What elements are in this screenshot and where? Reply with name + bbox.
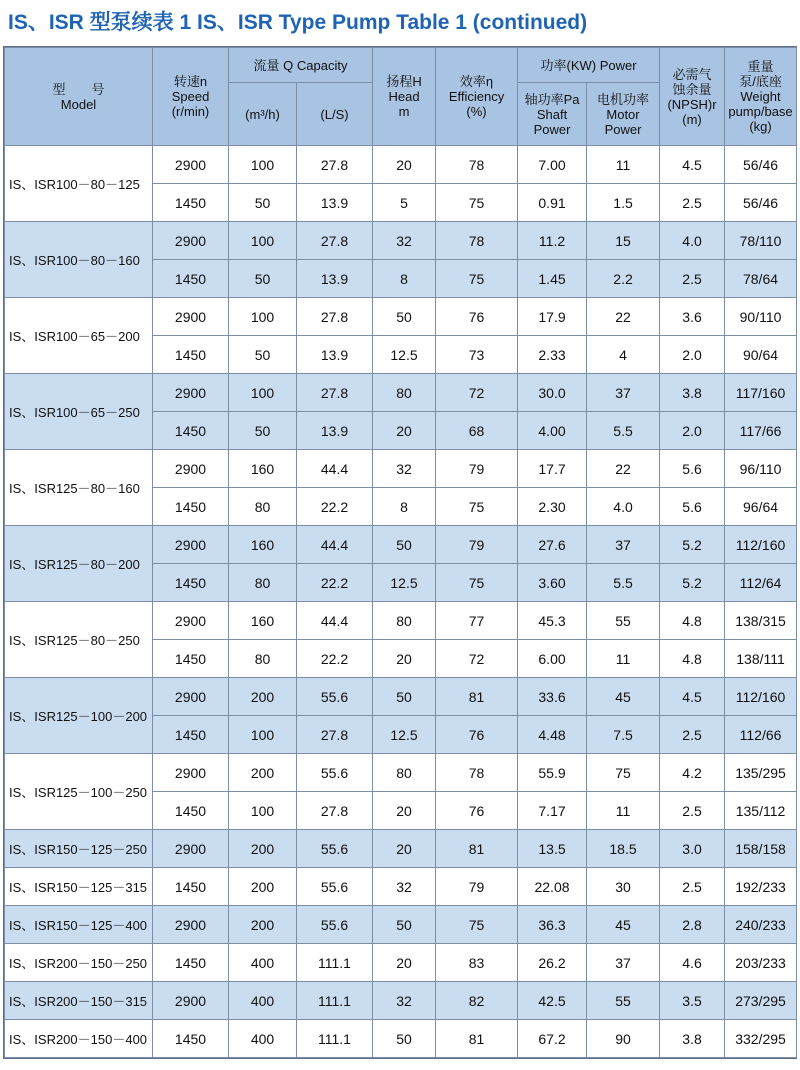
shaft-power-cell: 30.0 xyxy=(518,374,587,412)
npsh-cell: 5.6 xyxy=(660,450,725,488)
capacity-ls-cell: 111.1 xyxy=(297,944,373,982)
capacity-m3h-cell: 50 xyxy=(229,336,297,374)
efficiency-cell: 81 xyxy=(436,1020,518,1058)
table-row xyxy=(5,906,797,944)
weight-cell: 158/158 xyxy=(725,830,797,868)
header-shaft-power xyxy=(518,83,587,146)
head-cell: 12.5 xyxy=(373,564,436,602)
shaft-power-cell: 13.5 xyxy=(518,830,587,868)
capacity-ls-cell: 55.6 xyxy=(297,906,373,944)
shaft-power-cell: 27.6 xyxy=(518,526,587,564)
npsh-cell: 2.8 xyxy=(660,906,725,944)
speed-cell: 2900 xyxy=(153,830,229,868)
model-cell: IS、ISR200－150－250 xyxy=(5,944,153,982)
header-motor-power-cn: 电机功率 xyxy=(597,91,650,107)
speed-cell: 2900 xyxy=(153,222,229,260)
head-cell: 32 xyxy=(373,450,436,488)
head-cell: 8 xyxy=(373,260,436,298)
speed-cell: 1450 xyxy=(153,412,229,450)
header-shaft-power-cn: 轴功率Pa xyxy=(524,91,580,107)
efficiency-cell: 75 xyxy=(436,260,518,298)
motor-power-cell: 11 xyxy=(587,792,660,830)
efficiency-cell: 75 xyxy=(436,488,518,526)
header-head-en: Head xyxy=(388,89,420,104)
speed-cell: 2900 xyxy=(153,146,229,184)
speed-cell: 1450 xyxy=(153,488,229,526)
motor-power-cell: 37 xyxy=(587,526,660,564)
motor-power-cell: 15 xyxy=(587,222,660,260)
head-cell: 32 xyxy=(373,222,436,260)
speed-cell: 2900 xyxy=(153,526,229,564)
table-row xyxy=(5,146,797,184)
capacity-m3h-cell: 50 xyxy=(229,412,297,450)
header-capacity-m3h: (m³/h) xyxy=(229,83,297,146)
speed-cell: 1450 xyxy=(153,184,229,222)
capacity-m3h-cell: 200 xyxy=(229,678,297,716)
header-model-en: Model xyxy=(60,96,97,112)
weight-cell: 135/112 xyxy=(725,792,797,830)
header-speed-cn: 转速n xyxy=(173,74,208,89)
efficiency-cell: 77 xyxy=(436,602,518,640)
capacity-m3h-cell: 100 xyxy=(229,792,297,830)
shaft-power-cell: 17.9 xyxy=(518,298,587,336)
capacity-ls-cell: 22.2 xyxy=(297,564,373,602)
npsh-cell: 2.5 xyxy=(660,792,725,830)
npsh-cell: 2.5 xyxy=(660,716,725,754)
table-row xyxy=(5,868,797,906)
head-cell: 50 xyxy=(373,678,436,716)
header-npsh-line3: (NPSH)r xyxy=(667,96,717,112)
speed-cell: 2900 xyxy=(153,678,229,716)
head-cell: 50 xyxy=(373,298,436,336)
shaft-power-cell: 36.3 xyxy=(518,906,587,944)
capacity-m3h-cell: 80 xyxy=(229,564,297,602)
speed-cell: 1450 xyxy=(153,868,229,906)
weight-cell: 117/160 xyxy=(725,374,797,412)
table-row xyxy=(5,374,797,412)
table-row xyxy=(5,678,797,716)
weight-cell: 96/110 xyxy=(725,450,797,488)
shaft-power-cell: 7.00 xyxy=(518,146,587,184)
shaft-power-cell: 4.48 xyxy=(518,716,587,754)
efficiency-cell: 73 xyxy=(436,336,518,374)
shaft-power-cell: 2.33 xyxy=(518,336,587,374)
shaft-power-cell: 17.7 xyxy=(518,450,587,488)
pump-table-container xyxy=(3,46,797,1059)
table-row xyxy=(5,526,797,564)
capacity-ls-cell: 27.8 xyxy=(297,374,373,412)
model-cell: IS、ISR100－80－125 xyxy=(5,146,153,222)
weight-cell: 96/64 xyxy=(725,488,797,526)
npsh-cell: 3.8 xyxy=(660,374,725,412)
capacity-ls-cell: 22.2 xyxy=(297,640,373,678)
npsh-cell: 3.8 xyxy=(660,1020,725,1058)
capacity-ls-cell: 27.8 xyxy=(297,298,373,336)
efficiency-cell: 76 xyxy=(436,716,518,754)
model-cell: IS、ISR125－80－160 xyxy=(5,450,153,526)
weight-cell: 112/160 xyxy=(725,526,797,564)
capacity-ls-cell: 27.8 xyxy=(297,222,373,260)
header-head-unit: m xyxy=(398,104,410,119)
capacity-m3h-cell: 160 xyxy=(229,602,297,640)
npsh-cell: 5.2 xyxy=(660,526,725,564)
shaft-power-cell: 42.5 xyxy=(518,982,587,1020)
motor-power-cell: 18.5 xyxy=(587,830,660,868)
model-cell: IS、ISR125－80－250 xyxy=(5,602,153,678)
speed-cell: 2900 xyxy=(153,754,229,792)
capacity-m3h-cell: 160 xyxy=(229,526,297,564)
capacity-ls-cell: 27.8 xyxy=(297,792,373,830)
motor-power-cell: 4 xyxy=(587,336,660,374)
capacity-m3h-cell: 100 xyxy=(229,374,297,412)
weight-cell: 138/315 xyxy=(725,602,797,640)
weight-cell: 117/66 xyxy=(725,412,797,450)
model-cell: IS、ISR200－150－400 xyxy=(5,1020,153,1058)
speed-cell: 1450 xyxy=(153,336,229,374)
efficiency-cell: 81 xyxy=(436,830,518,868)
capacity-m3h-cell: 80 xyxy=(229,640,297,678)
head-cell: 80 xyxy=(373,754,436,792)
motor-power-cell: 1.5 xyxy=(587,184,660,222)
table-row xyxy=(5,830,797,868)
efficiency-cell: 68 xyxy=(436,412,518,450)
motor-power-cell: 45 xyxy=(587,678,660,716)
efficiency-cell: 72 xyxy=(436,640,518,678)
capacity-m3h-cell: 200 xyxy=(229,830,297,868)
capacity-ls-cell: 13.9 xyxy=(297,184,373,222)
motor-power-cell: 4.0 xyxy=(587,488,660,526)
table-row xyxy=(5,1020,797,1058)
header-shaft-power-en1: Shaft xyxy=(536,106,568,122)
npsh-cell: 3.5 xyxy=(660,982,725,1020)
weight-cell: 56/46 xyxy=(725,184,797,222)
head-cell: 50 xyxy=(373,526,436,564)
header-motor-power xyxy=(587,83,660,146)
table-row xyxy=(5,754,797,792)
capacity-ls-cell: 27.8 xyxy=(297,716,373,754)
weight-cell: 90/64 xyxy=(725,336,797,374)
model-cell: IS、ISR200－150－315 xyxy=(5,982,153,1020)
shaft-power-cell: 3.60 xyxy=(518,564,587,602)
motor-power-cell: 5.5 xyxy=(587,564,660,602)
capacity-m3h-cell: 100 xyxy=(229,222,297,260)
capacity-m3h-cell: 80 xyxy=(229,488,297,526)
npsh-cell: 5.6 xyxy=(660,488,725,526)
speed-cell: 1450 xyxy=(153,944,229,982)
shaft-power-cell: 7.17 xyxy=(518,792,587,830)
shaft-power-cell: 22.08 xyxy=(518,868,587,906)
capacity-m3h-cell: 200 xyxy=(229,906,297,944)
capacity-m3h-cell: 200 xyxy=(229,868,297,906)
table-row xyxy=(5,222,797,260)
shaft-power-cell: 45.3 xyxy=(518,602,587,640)
head-cell: 80 xyxy=(373,374,436,412)
header-capacity-group: 流量 Q Capacity xyxy=(229,48,373,83)
pump-table xyxy=(4,47,797,1058)
shaft-power-cell: 0.91 xyxy=(518,184,587,222)
efficiency-cell: 75 xyxy=(436,184,518,222)
capacity-ls-cell: 44.4 xyxy=(297,526,373,564)
weight-cell: 273/295 xyxy=(725,982,797,1020)
npsh-cell: 4.5 xyxy=(660,678,725,716)
motor-power-cell: 90 xyxy=(587,1020,660,1058)
motor-power-cell: 5.5 xyxy=(587,412,660,450)
head-cell: 20 xyxy=(373,146,436,184)
efficiency-cell: 79 xyxy=(436,868,518,906)
model-cell: IS、ISR150－125－400 xyxy=(5,906,153,944)
capacity-m3h-cell: 100 xyxy=(229,298,297,336)
npsh-cell: 4.8 xyxy=(660,640,725,678)
capacity-ls-cell: 55.6 xyxy=(297,678,373,716)
npsh-cell: 3.6 xyxy=(660,298,725,336)
capacity-ls-cell: 111.1 xyxy=(297,1020,373,1058)
capacity-m3h-cell: 400 xyxy=(229,982,297,1020)
capacity-ls-cell: 44.4 xyxy=(297,450,373,488)
header-npsh-unit: (m) xyxy=(682,111,702,127)
speed-cell: 2900 xyxy=(153,982,229,1020)
weight-cell: 90/110 xyxy=(725,298,797,336)
weight-cell: 332/295 xyxy=(725,1020,797,1058)
header-efficiency-cn: 效率η xyxy=(459,74,494,89)
speed-cell: 1450 xyxy=(153,1020,229,1058)
capacity-ls-cell: 55.6 xyxy=(297,868,373,906)
header-motor-power-en1: Motor xyxy=(606,106,640,122)
efficiency-cell: 78 xyxy=(436,754,518,792)
capacity-m3h-cell: 50 xyxy=(229,260,297,298)
table-row xyxy=(5,602,797,640)
table-row xyxy=(5,982,797,1020)
header-npsh-line1: 必需气 xyxy=(672,66,712,82)
header-speed xyxy=(153,48,229,146)
table-row xyxy=(5,944,797,982)
header-weight-line2: 泵/底座 xyxy=(739,74,782,89)
speed-cell: 1450 xyxy=(153,564,229,602)
npsh-cell: 4.5 xyxy=(660,146,725,184)
efficiency-cell: 75 xyxy=(436,906,518,944)
efficiency-cell: 81 xyxy=(436,678,518,716)
speed-cell: 1450 xyxy=(153,716,229,754)
speed-cell: 1450 xyxy=(153,640,229,678)
model-cell: IS、ISR100－65－250 xyxy=(5,374,153,450)
speed-cell: 2900 xyxy=(153,906,229,944)
npsh-cell: 5.2 xyxy=(660,564,725,602)
header-shaft-power-en2: Power xyxy=(533,121,571,137)
motor-power-cell: 55 xyxy=(587,602,660,640)
npsh-cell: 4.0 xyxy=(660,222,725,260)
header-motor-power-en2: Power xyxy=(604,121,642,137)
motor-power-cell: 37 xyxy=(587,374,660,412)
header-weight-line1: 重量 xyxy=(747,59,774,74)
capacity-ls-cell: 55.6 xyxy=(297,830,373,868)
motor-power-cell: 45 xyxy=(587,906,660,944)
header-npsh-line2: 蚀余量 xyxy=(672,81,712,97)
model-cell: IS、ISR125－100－200 xyxy=(5,678,153,754)
head-cell: 20 xyxy=(373,792,436,830)
table-header xyxy=(5,48,797,146)
capacity-m3h-cell: 160 xyxy=(229,450,297,488)
motor-power-cell: 55 xyxy=(587,982,660,1020)
page-title: IS、ISR 型泵续表 1 IS、ISR Type Pump Table 1 (continued) xyxy=(8,11,588,34)
weight-cell: 112/160 xyxy=(725,678,797,716)
npsh-cell: 4.2 xyxy=(660,754,725,792)
head-cell: 20 xyxy=(373,640,436,678)
shaft-power-cell: 55.9 xyxy=(518,754,587,792)
npsh-cell: 2.0 xyxy=(660,336,725,374)
motor-power-cell: 11 xyxy=(587,640,660,678)
npsh-cell: 2.5 xyxy=(660,868,725,906)
model-cell: IS、ISR150－125－250 xyxy=(5,830,153,868)
model-cell: IS、ISR125－100－250 xyxy=(5,754,153,830)
head-cell: 50 xyxy=(373,906,436,944)
capacity-ls-cell: 13.9 xyxy=(297,336,373,374)
efficiency-cell: 72 xyxy=(436,374,518,412)
head-cell: 12.5 xyxy=(373,336,436,374)
efficiency-cell: 76 xyxy=(436,298,518,336)
weight-cell: 240/233 xyxy=(725,906,797,944)
efficiency-cell: 83 xyxy=(436,944,518,982)
header-speed-en: Speed xyxy=(171,89,210,104)
header-head-cn: 扬程H xyxy=(386,74,422,89)
shaft-power-cell: 6.00 xyxy=(518,640,587,678)
capacity-ls-cell: 111.1 xyxy=(297,982,373,1020)
capacity-m3h-cell: 400 xyxy=(229,1020,297,1058)
shaft-power-cell: 67.2 xyxy=(518,1020,587,1058)
motor-power-cell: 11 xyxy=(587,146,660,184)
shaft-power-cell: 4.00 xyxy=(518,412,587,450)
motor-power-cell: 2.2 xyxy=(587,260,660,298)
header-model-cn: 型 号 xyxy=(52,81,105,97)
efficiency-cell: 82 xyxy=(436,982,518,1020)
motor-power-cell: 30 xyxy=(587,868,660,906)
header-head xyxy=(373,48,436,146)
header-speed-unit: (r/min) xyxy=(171,104,210,119)
header-weight-line3: Weight xyxy=(740,89,781,104)
motor-power-cell: 7.5 xyxy=(587,716,660,754)
head-cell: 32 xyxy=(373,868,436,906)
efficiency-cell: 79 xyxy=(436,450,518,488)
weight-cell: 135/295 xyxy=(725,754,797,792)
table-row xyxy=(5,298,797,336)
speed-cell: 2900 xyxy=(153,602,229,640)
head-cell: 32 xyxy=(373,982,436,1020)
shaft-power-cell: 11.2 xyxy=(518,222,587,260)
header-weight-line4: pump/base xyxy=(728,104,793,119)
weight-cell: 78/110 xyxy=(725,222,797,260)
capacity-m3h-cell: 400 xyxy=(229,944,297,982)
efficiency-cell: 75 xyxy=(436,564,518,602)
efficiency-cell: 78 xyxy=(436,222,518,260)
head-cell: 80 xyxy=(373,602,436,640)
speed-cell: 2900 xyxy=(153,450,229,488)
head-cell: 20 xyxy=(373,944,436,982)
header-capacity-ls: (L/S) xyxy=(297,83,373,146)
npsh-cell: 3.0 xyxy=(660,830,725,868)
header-npsh xyxy=(660,48,725,146)
table-body xyxy=(5,146,797,1058)
header-efficiency xyxy=(436,48,518,146)
motor-power-cell: 22 xyxy=(587,450,660,488)
head-cell: 12.5 xyxy=(373,716,436,754)
model-cell: IS、ISR125－80－200 xyxy=(5,526,153,602)
weight-cell: 192/233 xyxy=(725,868,797,906)
efficiency-cell: 79 xyxy=(436,526,518,564)
weight-cell: 56/46 xyxy=(725,146,797,184)
header-power-group: 功率(KW) Power xyxy=(518,48,660,83)
efficiency-cell: 78 xyxy=(436,146,518,184)
speed-cell: 2900 xyxy=(153,298,229,336)
capacity-ls-cell: 55.6 xyxy=(297,754,373,792)
shaft-power-cell: 33.6 xyxy=(518,678,587,716)
speed-cell: 2900 xyxy=(153,374,229,412)
weight-cell: 203/233 xyxy=(725,944,797,982)
table-row xyxy=(5,450,797,488)
motor-power-cell: 22 xyxy=(587,298,660,336)
header-weight xyxy=(725,48,797,146)
capacity-ls-cell: 13.9 xyxy=(297,260,373,298)
motor-power-cell: 37 xyxy=(587,944,660,982)
weight-cell: 112/66 xyxy=(725,716,797,754)
capacity-ls-cell: 44.4 xyxy=(297,602,373,640)
header-efficiency-unit: (%) xyxy=(466,104,487,119)
shaft-power-cell: 26.2 xyxy=(518,944,587,982)
header-efficiency-en: Efficiency xyxy=(448,89,505,104)
efficiency-cell: 76 xyxy=(436,792,518,830)
weight-cell: 138/111 xyxy=(725,640,797,678)
capacity-ls-cell: 13.9 xyxy=(297,412,373,450)
motor-power-cell: 75 xyxy=(587,754,660,792)
head-cell: 5 xyxy=(373,184,436,222)
header-weight-unit: (kg) xyxy=(749,119,772,134)
npsh-cell: 2.0 xyxy=(660,412,725,450)
model-cell: IS、ISR150－125－315 xyxy=(5,868,153,906)
header-model xyxy=(5,48,153,146)
capacity-ls-cell: 27.8 xyxy=(297,146,373,184)
model-cell: IS、ISR100－65－200 xyxy=(5,298,153,374)
capacity-m3h-cell: 100 xyxy=(229,716,297,754)
npsh-cell: 2.5 xyxy=(660,184,725,222)
capacity-m3h-cell: 50 xyxy=(229,184,297,222)
head-cell: 20 xyxy=(373,830,436,868)
npsh-cell: 4.6 xyxy=(660,944,725,982)
capacity-m3h-cell: 100 xyxy=(229,146,297,184)
head-cell: 8 xyxy=(373,488,436,526)
npsh-cell: 2.5 xyxy=(660,260,725,298)
speed-cell: 1450 xyxy=(153,260,229,298)
capacity-ls-cell: 22.2 xyxy=(297,488,373,526)
head-cell: 20 xyxy=(373,412,436,450)
model-cell: IS、ISR100－80－160 xyxy=(5,222,153,298)
head-cell: 50 xyxy=(373,1020,436,1058)
shaft-power-cell: 2.30 xyxy=(518,488,587,526)
weight-cell: 112/64 xyxy=(725,564,797,602)
speed-cell: 1450 xyxy=(153,792,229,830)
npsh-cell: 4.8 xyxy=(660,602,725,640)
shaft-power-cell: 1.45 xyxy=(518,260,587,298)
capacity-m3h-cell: 200 xyxy=(229,754,297,792)
weight-cell: 78/64 xyxy=(725,260,797,298)
